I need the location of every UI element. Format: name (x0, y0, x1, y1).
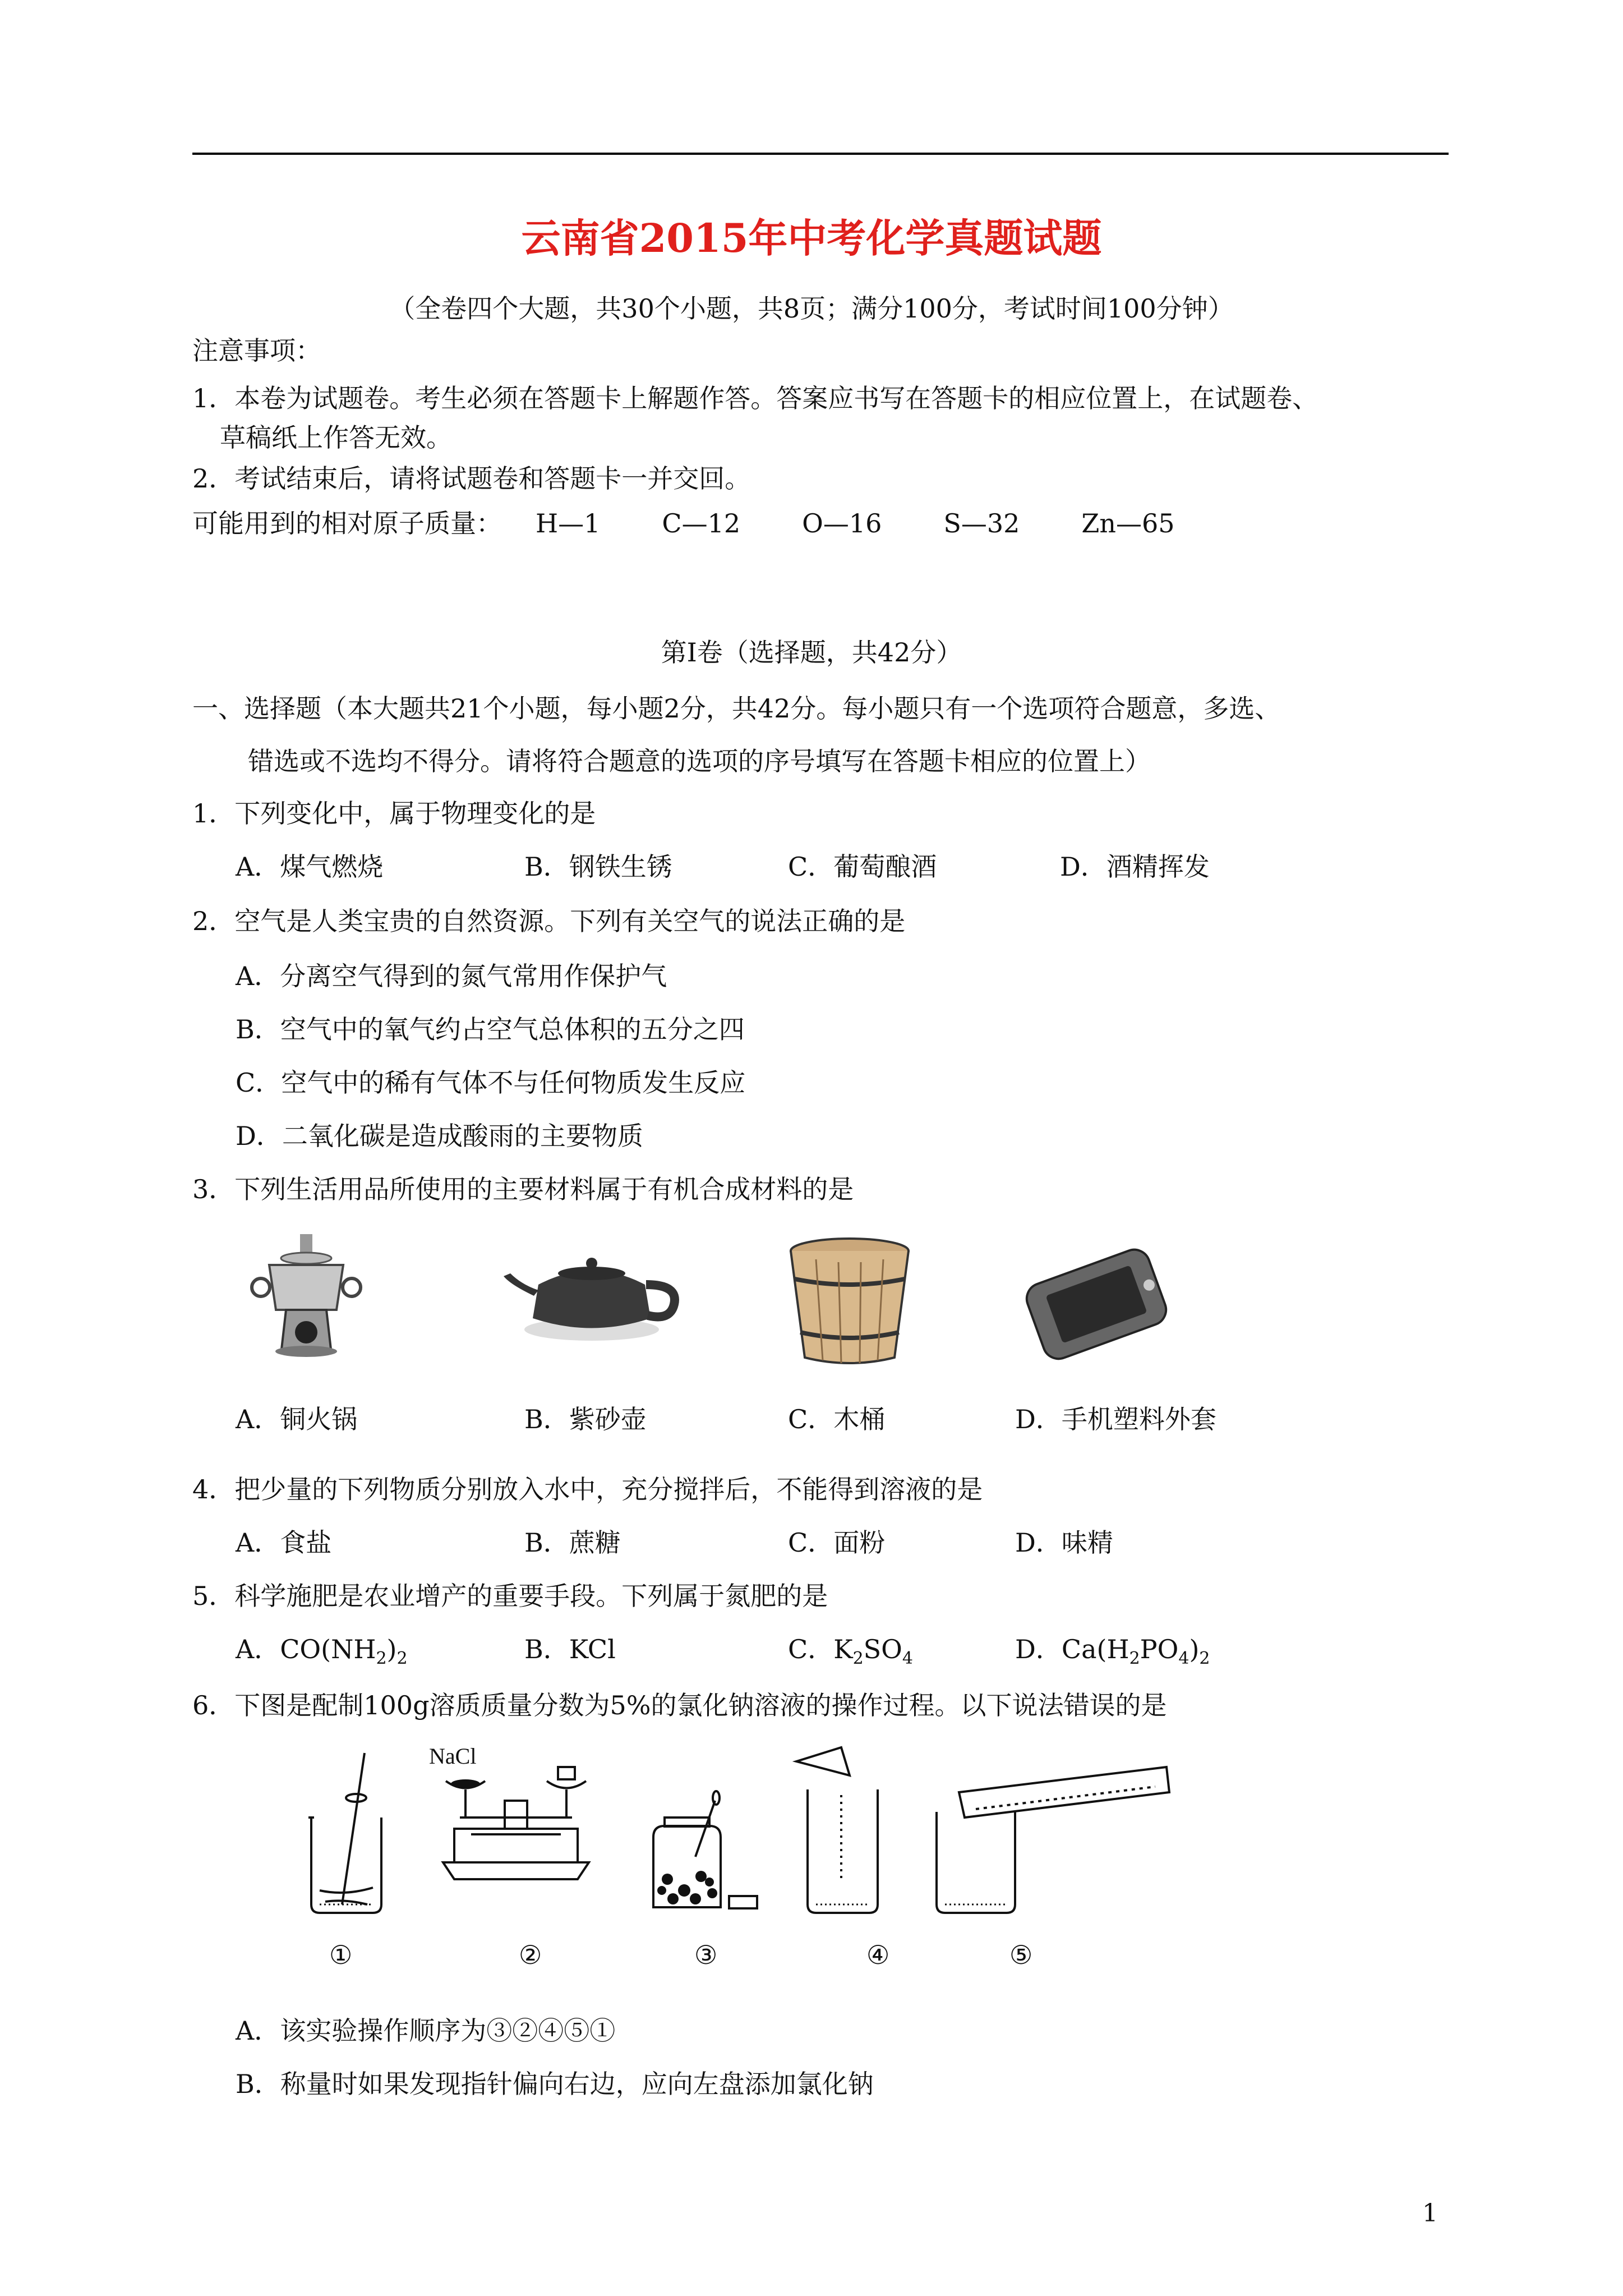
figure-label-4: ④ (866, 1940, 890, 1970)
q4-option-c: C．面粉 (788, 1527, 886, 1558)
exam-subtitle: （全卷四个大题，共30个小题，共8页；满分100分，考试时间100分钟） (389, 293, 1234, 324)
q6-option-a: A．该实验操作顺序为③②④⑤① (236, 2016, 616, 2046)
copper-hotpot-image (247, 1231, 365, 1360)
phone-case-image (1021, 1248, 1172, 1360)
notice-item-1-cont: 草稿纸上作答无效。 (220, 422, 452, 453)
figure-label-3: ③ (694, 1940, 718, 1970)
figure-label-1: ① (329, 1940, 353, 1970)
section-heading: 一、选择题（本大题共21个小题，每小题2分，共42分。每小题只有一个选项符合题意，多选、 (192, 693, 1281, 724)
mass-s: S—32 (943, 508, 1020, 539)
q1-option-a: A．煤气燃烧 (236, 852, 384, 882)
section-heading-cont: 错选或不选均不得分。请将符合题意的选项的序号填写在答题卡相应的位置上） (248, 746, 1151, 776)
page-title: 云南省2015年中考化学真题试题 (521, 215, 1102, 261)
q4-option-b: B．蔗糖 (524, 1527, 621, 1558)
q6-option-b: B．称量时如果发现指针偏向右边，应向左盘添加氯化钠 (236, 2069, 874, 2099)
q1-option-d: D．酒精挥发 (1060, 852, 1210, 882)
q5-option-d: D．$Ca(H_2PO_4)_2$ (1015, 1634, 1210, 1669)
wooden-bucket-image (782, 1234, 917, 1369)
atomic-masses (192, 507, 1237, 540)
q5-option-b: B．KCl (524, 1634, 616, 1664)
q5-option-a: A．$CO(NH_2)_2$ (236, 1634, 408, 1669)
notice-item-2: 2．考试结束后，请将试题卷和答题卡一并交回。 (192, 463, 751, 494)
question-5-stem: 5．科学施肥是农业增产的重要手段。下列属于氮肥的是 (192, 1581, 828, 1611)
figure-label-2: ② (519, 1940, 542, 1970)
q4-option-d: D．味精 (1015, 1527, 1113, 1558)
question-3-stem: 3．下列生活用品所使用的主要材料属于有机合成材料的是 (192, 1174, 854, 1204)
nacl-label: NaCl (429, 1743, 477, 1769)
q2-option-a: A．分离空气得到的氮气常用作保护气 (236, 961, 667, 991)
q3-option-b: B．紫砂壶 (524, 1404, 647, 1434)
q5-option-c: C．$K_2SO_4$ (788, 1634, 913, 1669)
q3-option-a: A．铜火锅 (236, 1404, 358, 1434)
solution-preparation-figure (303, 1745, 1200, 1924)
notice-item-1: 1．本卷为试题卷。考生必须在答题卡上解题作答。答案应书写在答题卡的相应位置上，在试题卷、 (192, 383, 1318, 413)
header-rule (192, 153, 1449, 155)
mass-o: O—16 (802, 508, 882, 539)
clay-teapot-image (499, 1245, 684, 1346)
q3-option-d: D．手机塑料外套 (1015, 1404, 1216, 1434)
question-4-stem: 4．把少量的下列物质分别放入水中，充分搅拌后，不能得到溶液的是 (192, 1474, 983, 1504)
q2-option-b: B．空气中的氧气约占空气总体积的五分之四 (236, 1014, 745, 1045)
notice-heading: 注意事项： (192, 335, 321, 366)
q2-option-c: C．空气中的稀有气体不与任何物质发生反应 (236, 1068, 746, 1098)
q2-option-d: D．二氧化碳是造成酸雨的主要物质 (236, 1121, 643, 1151)
mass-c: C—12 (662, 508, 741, 539)
mass-zn: Zn—65 (1081, 508, 1175, 539)
figure-label-5: ⑤ (1009, 1940, 1033, 1970)
page-number: 1 (1422, 2199, 1438, 2228)
question-6-stem: 6．下图是配制100g溶质质量分数为5%的氯化钠溶液的操作过程。以下说法错误的是 (192, 1690, 1167, 1720)
q1-option-b: B．钢铁生锈 (524, 852, 672, 882)
part1-title: 第Ⅰ卷（选择题，共42分） (661, 637, 962, 668)
q1-option-c: C．葡萄酿酒 (788, 852, 937, 882)
question-2-stem: 2．空气是人类宝贵的自然资源。下列有关空气的说法正确的是 (192, 906, 906, 936)
atomic-masses-label: 可能用到的相对原子质量： (192, 508, 502, 539)
q3-option-c: C．木桶 (788, 1404, 886, 1434)
q4-option-a: A．食盐 (236, 1527, 332, 1558)
question-1-stem: 1．下列变化中，属于物理变化的是 (192, 798, 596, 829)
mass-h: H—1 (536, 508, 601, 539)
